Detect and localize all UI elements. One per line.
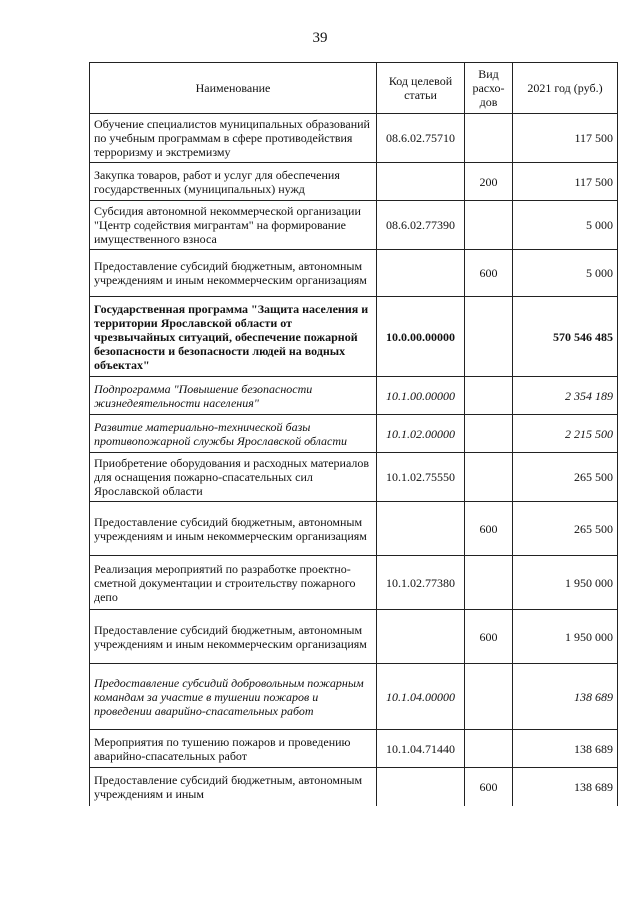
- table-row: [90, 502, 618, 556]
- name-cell: Закупка товаров, работ и услуг для обеспечения государственных (муниципальных) нужд: [90, 163, 377, 201]
- kind-cell: [465, 297, 513, 377]
- code-cell: 10.1.00.00000: [377, 377, 465, 415]
- header-amount: 2021 год (руб.): [513, 63, 618, 114]
- kind-cell: [465, 664, 513, 730]
- amount-cell: 138 689: [513, 730, 618, 768]
- kind-cell: 600: [465, 250, 513, 297]
- kind-cell: 600: [465, 768, 513, 806]
- name-cell: Приобретение оборудования и расходных материалов для оснащения пожарно-спасательных сил Ярославской области: [90, 453, 377, 502]
- table-row: [90, 201, 618, 250]
- code-cell: 10.1.02.00000: [377, 415, 465, 453]
- kind-cell: 200: [465, 163, 513, 201]
- table-row: [90, 415, 618, 453]
- header-kind: Вид расхо-дов: [465, 63, 513, 114]
- kind-cell: [465, 114, 513, 163]
- name-cell: Государственная программа "Защита населения и территории Ярославской области от чрезвычайных ситуаций, обеспечение пожарной безопасности и безопасности людей на водных объектах": [90, 297, 377, 377]
- amount-cell: 570 546 485: [513, 297, 618, 377]
- amount-cell: 2 215 500: [513, 415, 618, 453]
- code-cell: 08.6.02.75710: [377, 114, 465, 163]
- amount-cell: 138 689: [513, 768, 618, 806]
- name-cell: Предоставление субсидий бюджетным, автономным учреждениям и иным: [90, 768, 377, 806]
- table-row: [90, 377, 618, 415]
- code-cell: 10.1.02.75550: [377, 453, 465, 502]
- name-cell: Предоставление субсидий бюджетным, автономным учреждениям и иным некоммерческим организациям: [90, 610, 377, 664]
- amount-cell: 265 500: [513, 453, 618, 502]
- table-row: [90, 453, 618, 502]
- name-cell: Обучение специалистов муниципальных образований по учебным программам в сфере противодействия терроризму и экстремизму: [90, 114, 377, 163]
- table-row: [90, 664, 618, 730]
- amount-cell: 117 500: [513, 163, 618, 201]
- kind-cell: 600: [465, 610, 513, 664]
- table-row: [90, 163, 618, 201]
- amount-cell: 1 950 000: [513, 610, 618, 664]
- kind-cell: [465, 377, 513, 415]
- kind-cell: [465, 201, 513, 250]
- code-cell: 10.0.00.00000: [377, 297, 465, 377]
- kind-cell: [465, 453, 513, 502]
- code-cell: 08.6.02.77390: [377, 201, 465, 250]
- amount-cell: 265 500: [513, 502, 618, 556]
- code-cell: 10.1.02.77380: [377, 556, 465, 610]
- table-body: [90, 114, 618, 806]
- table-row: [90, 114, 618, 163]
- code-cell: [377, 610, 465, 664]
- header-name: Наименование: [90, 63, 377, 114]
- code-cell: 10.1.04.00000: [377, 664, 465, 730]
- table-row: [90, 297, 618, 377]
- name-cell: Подпрограмма "Повышение безопасности жизнедеятельности населения": [90, 377, 377, 415]
- code-cell: [377, 163, 465, 201]
- name-cell: Предоставление субсидий бюджетным, автономным учреждениям и иным некоммерческим организациям: [90, 502, 377, 556]
- name-cell: Развитие материально-технической базы противопожарной службы Ярославской области: [90, 415, 377, 453]
- page-number: 39: [312, 30, 328, 46]
- kind-cell: [465, 730, 513, 768]
- name-cell: Предоставление субсидий добровольным пожарным командам за участие в тушении пожаров и проведении аварийно-спасательных работ: [90, 664, 377, 730]
- table-row: [90, 730, 618, 768]
- kind-cell: [465, 415, 513, 453]
- code-cell: [377, 768, 465, 806]
- table-row: [90, 250, 618, 297]
- amount-cell: 5 000: [513, 250, 618, 297]
- name-cell: Предоставление субсидий бюджетным, автономным учреждениям и иным некоммерческим организациям: [90, 250, 377, 297]
- code-cell: 10.1.04.71440: [377, 730, 465, 768]
- table-row: [90, 610, 618, 664]
- header-code: Код целевой статьи: [377, 63, 465, 114]
- table-header-row: [90, 63, 618, 114]
- kind-cell: [465, 556, 513, 610]
- kind-cell: 600: [465, 502, 513, 556]
- code-cell: [377, 250, 465, 297]
- amount-cell: 138 689: [513, 664, 618, 730]
- table-row: [90, 556, 618, 610]
- amount-cell: 117 500: [513, 114, 618, 163]
- amount-cell: 5 000: [513, 201, 618, 250]
- table-row: [90, 768, 618, 806]
- name-cell: Субсидия автономной некоммерческой организации "Центр содействия мигрантам" на формирование имущественного взноса: [90, 201, 377, 250]
- budget-table: [89, 62, 618, 806]
- amount-cell: 2 354 189: [513, 377, 618, 415]
- amount-cell: 1 950 000: [513, 556, 618, 610]
- code-cell: [377, 502, 465, 556]
- name-cell: Мероприятия по тушению пожаров и проведению аварийно-спасательных работ: [90, 730, 377, 768]
- name-cell: Реализация мероприятий по разработке проектно-сметной документации и строительству пожарного депо: [90, 556, 377, 610]
